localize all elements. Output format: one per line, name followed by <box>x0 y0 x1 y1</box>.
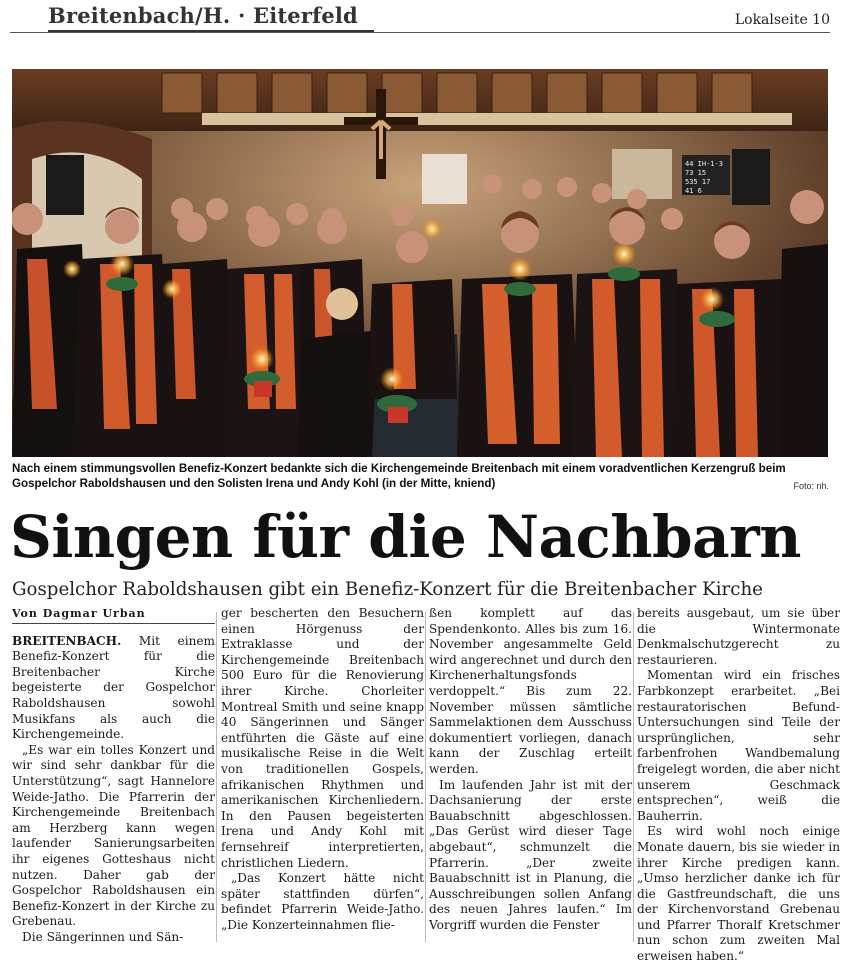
paragraph: Im laufenden Jahr ist mit der Dachsanierung der erste Bauabschnitt abgeschlossen. „Das Gerüst wird dieser Tage abgebaut“, schmunzelt die Pfarrerin. „Der zweite Bauabschnitt ist in Planung, die Ausschreibungen sollen Anfang des neuen Jahres laufen.“ Im Vorgriff wurden die Fenster <box>429 777 632 932</box>
column-divider <box>216 612 217 942</box>
dateline: BREITENBACH. <box>12 633 122 648</box>
article-column-3 <box>429 606 632 933</box>
paragraph: Momentan wird ein frisches Farbkonzept erarbeitet. „Bei restauratorischen Befund-Untersuchungen sind Teile der ursprünglichen, sehr farbenfrohen Wandbemalung freigelegt worden, die aber nicht unserem Geschmack entsprechen“, weiß die Bauherrin. <box>637 668 840 823</box>
article-headline: Singen für die Nachbarn <box>10 503 801 571</box>
photo-credit: Foto: nh. <box>793 481 829 491</box>
paragraph: „Es war ein tolles Konzert und wir sind sehr dankbar für die Unterstützung“, sagt Hannelore Weide-Jatho. Die Pfarrerin der Kirchengemeinde Breitenbach am Herzberg kann wegen laufender Sanierungsarbeiten ihr eigenes Gotteshaus nicht nutzen. Daher gab der Gospelchor Raboldshausen ein Benefiz-Konzert in der Kirche zu Grebenau. <box>12 742 215 929</box>
photo-caption: Nach einem stimmungsvollen Benefiz-Konzert bedankte sich die Kirchengemeinde Breitenbach mit einem voradventlichen Kerzengruß beim Gospelchor Raboldshausen und den Solisten Irena und Andy Kohl (in der Mitte, kniend) <box>12 462 786 490</box>
section-title: Breitenbach/H. · Eiterfeld <box>48 3 358 28</box>
paragraph: bereits ausgebaut, um sie über die Wintermonate Denkmalschutzgerecht zu restaurieren. <box>637 606 840 667</box>
article-subheadline: Gospelchor Raboldshausen gibt ein Benefiz-Konzert für die Breitenbacher Kirche <box>12 579 763 600</box>
paragraph: „Das Konzert hätte nicht später stattfinden dürfen“, befindet Pfarrerin Weide-Jatho. „Die Konzerteinnahmen flie- <box>221 871 424 932</box>
article-column-2 <box>221 606 424 933</box>
byline: Von Dagmar Urban <box>12 606 215 624</box>
choir-photo-illustration <box>12 69 828 457</box>
column-divider <box>425 612 426 942</box>
choir-photo <box>12 69 828 457</box>
paragraph-text: Mit einem Benefiz-Konzert für die Breitenbacher Kirche begeisterte der Gospelchor Raboldshausen sowohl Musikfans als auch die Kirchengemeinde. <box>12 633 215 742</box>
page-label: Lokalseite 10 <box>734 12 830 28</box>
paragraph <box>12 634 215 743</box>
paragraph: Es wird wohl noch einige Monate dauern, bis sie wieder in ihrer Kirche predigen kann. „Umso herzlicher danke ich für die Gastfreundschaft, die uns der Kirchenvorstand Grebenau und Pfarrer Thoralf Kretschmer nun schon zum zweiten Mal erweisen haben.“ <box>637 824 840 964</box>
paragraph: ßen komplett auf das Spendenkonto. Alles bis zum 16. November angesammelte Geld wird angerechnet und durch den Kirchenerhaltungsfonds verdoppelt.“ Bis zum 22. November müssen sämtliche Sammelaktionen dem Ausschuss dokumentiert vorliegen, danach kann der Zuschlag erteilt werden. <box>429 606 632 776</box>
paragraph: Die Sängerinnen und Sän- <box>22 929 184 944</box>
hymn-board-text: 44 IH-1-3 73 15 535 17 41 6 <box>685 160 723 195</box>
page-masthead <box>10 0 830 36</box>
article-column-1 <box>12 606 215 945</box>
column-divider <box>633 612 634 942</box>
paragraph: ger bescherten den Besuchern einen Hörgenuss der Extraklasse und der Kirchengemeinde Breitenbach 500 Euro für die Renovierung ihrer Kirche. Chorleiter Montreal Smith und seine knapp 40 Sängerinnen und Sänger entführten die Gäste auf eine musikalische Reise in die Welt von traditionellen Gospels, afrikanischen Rhythmen und amerikanischen Kirchenliedern. In den Pausen begeisterten Irena und Andy Kohl mit fernsehreif interpretierten, christlichen Liedern. <box>221 606 424 870</box>
article-column-4 <box>637 606 840 965</box>
masthead-rule <box>10 32 830 33</box>
